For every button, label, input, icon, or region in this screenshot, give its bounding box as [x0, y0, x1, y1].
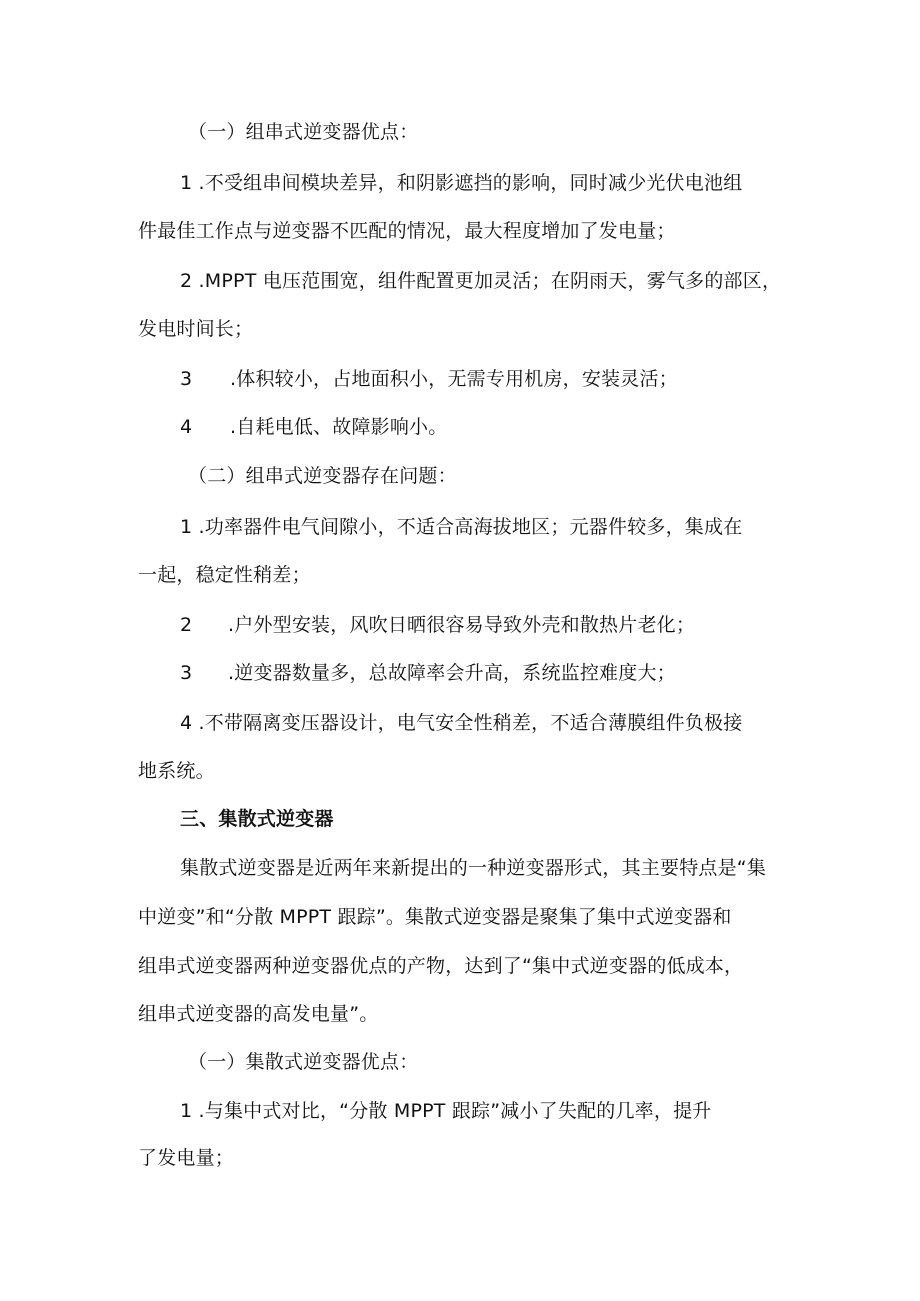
advantage-4: [180, 414, 447, 440]
intro-line-3: 组串式逆变器两种逆变器优点的产物，达到了“集中式逆变器的低成本，: [138, 955, 744, 977]
list-number: 3: [180, 368, 193, 390]
list-text: .自耗电低、故障影响小。: [230, 416, 448, 438]
problem-1-line-1: [180, 514, 742, 540]
list-text: .体积较小，占地面积小，无需专用机房，安装灵活；: [230, 368, 678, 390]
advantage-1-line-1: [180, 170, 742, 196]
problem-4-line-1: [180, 710, 742, 736]
list-text: .不受组串间模块差异，和阴影遮挡的影响，同时减少光伏电池组: [198, 172, 743, 194]
problem-3: [180, 660, 676, 686]
problem-1-line-2: 一起，稳定性稍差；: [138, 564, 311, 586]
list-number: 2: [180, 614, 193, 636]
list-number: 2: [180, 270, 193, 292]
list-number: 4: [180, 712, 193, 734]
list-number: 3: [180, 662, 193, 684]
advantage-3: [180, 366, 678, 392]
list-text: .功率器件电气间隙小，不适合高海拔地区；元器件较多，集成在: [198, 516, 743, 538]
advantage-2-line-2: 发电时间长；: [138, 318, 254, 340]
list-number: 4: [180, 416, 193, 438]
section-heading-distributed-inverter: 三、集散式逆变器: [180, 808, 334, 830]
list-text: .逆变器数量多，总故障率会升高，系统监控难度大；: [228, 662, 676, 684]
problem-4-line-2: 地系统。: [138, 760, 215, 782]
list-number: 1: [180, 516, 193, 538]
advantage-1-line-2: 件最佳工作点与逆变器不匹配的情况，最大程度增加了发电量；: [138, 220, 676, 242]
intro-line-1: 集散式逆变器是近两年来新提出的一种逆变器形式，其主要特点是“集: [180, 857, 767, 879]
list-number: 1: [180, 1100, 193, 1122]
subheading-distributed-inverter-advantages: （一）集散式逆变器优点：: [188, 1051, 419, 1073]
problem-2: [180, 612, 695, 638]
list-text: .MPPT 电压范围宽，组件配置更加灵活；在阴雨天，雾气多的部区，: [198, 270, 782, 292]
intro-line-4: 组串式逆变器的高发电量”。: [138, 1003, 379, 1025]
list-number: 1: [180, 172, 193, 194]
distributed-advantage-1-line-2: 了发电量；: [138, 1147, 235, 1169]
list-text: .不带隔离变压器设计，电气安全性稍差，不适合薄膜组件负极接: [198, 712, 743, 734]
list-text: .与集中式对比，“分散 MPPT 跟踪”减小了失配的几率，提升: [198, 1100, 712, 1122]
subheading-string-inverter-problems: （二）组串式逆变器存在问题：: [188, 465, 457, 487]
subheading-string-inverter-advantages: （一）组串式逆变器优点：: [188, 121, 419, 143]
distributed-advantage-1-line-1: [180, 1098, 711, 1124]
list-text: .户外型安装，风吹日晒很容易导致外壳和散热片老化；: [228, 614, 696, 636]
advantage-2-line-1: [180, 268, 781, 294]
intro-line-2: 中逆变”和“分散 MPPT 跟踪”。集散式逆变器是聚集了集中式逆变器和: [138, 906, 732, 928]
